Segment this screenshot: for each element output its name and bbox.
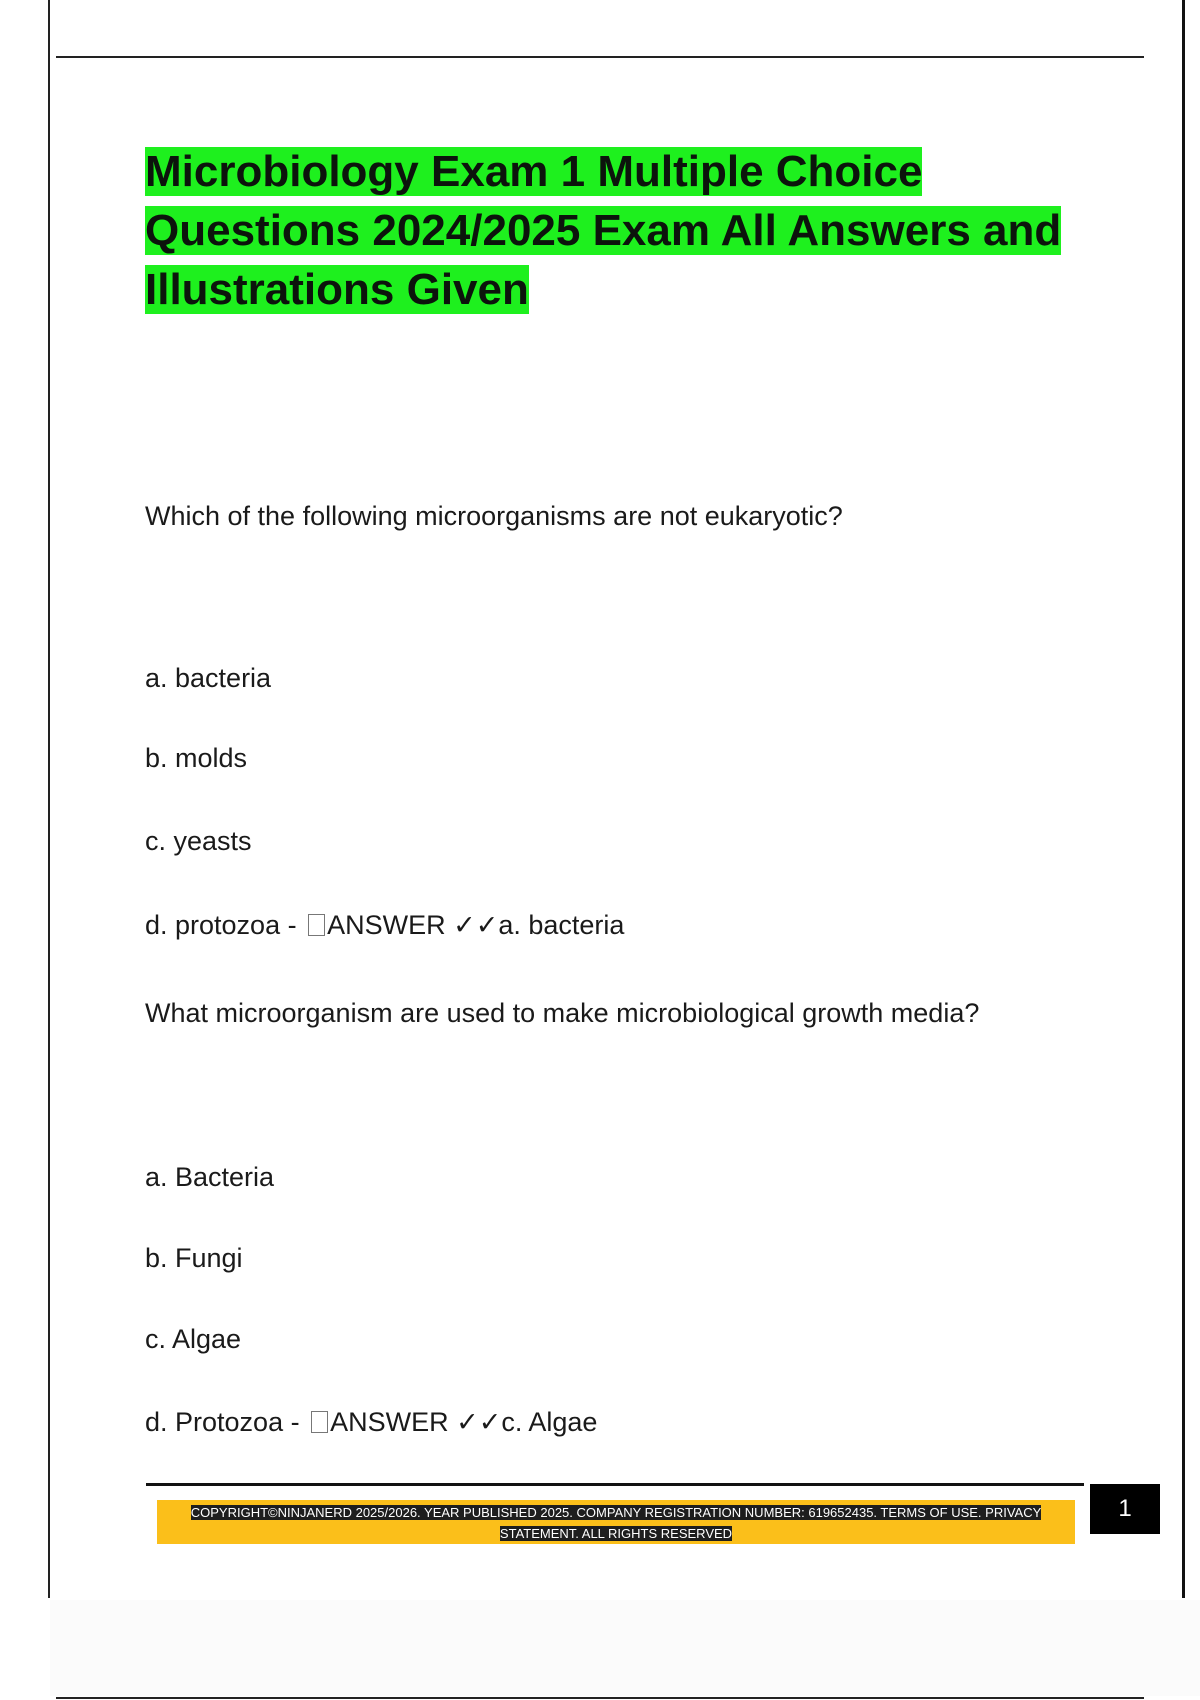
document-title [145, 142, 1085, 319]
footer-copyright [170, 1502, 1062, 1544]
question-1-option-c: c. yeasts [145, 826, 252, 856]
page-border-right [1182, 0, 1185, 1598]
question-2-option-d: d. Protozoa - [145, 1407, 308, 1437]
question-1-option-d: d. protozoa - [145, 910, 305, 940]
question-1-text: Which of the following microorganisms are not eukaryotic? [145, 501, 843, 531]
document-title-text: Microbiology Exam 1 Multiple Choice Questions 2024/2025 Exam All Answers and Illustrations Given [145, 147, 1062, 314]
question-1-option-d-line [145, 909, 624, 941]
question-1-option-b: b. molds [145, 743, 248, 773]
question-2-option-d-line [145, 1406, 597, 1438]
question-1-answer: a. bacteria [498, 910, 625, 940]
page-border-left [48, 0, 50, 1598]
question-1-answer-label: ANSWER ✓✓ [327, 910, 499, 940]
bottom-rule [56, 1697, 1144, 1699]
question-2-option-c: c. Algae [145, 1324, 242, 1354]
missing-glyph-box-icon [308, 914, 325, 936]
missing-glyph-box-icon [311, 1411, 328, 1433]
page-number: 1 [1090, 1484, 1160, 1534]
question-2-answer: c. Algae [501, 1407, 598, 1437]
footer-copyright-line2: STATEMENT. ALL RIGHTS RESERVED [499, 1526, 733, 1541]
question-2-option-a: a. Bacteria [145, 1162, 275, 1192]
footer-rule [146, 1483, 1084, 1486]
footer-copyright-line1: COPYRIGHT©NINJANERD 2025/2026. YEAR PUBLISHED 2025. COMPANY REGISTRATION NUMBER: 619652435. TERMS OF USE. PRIVACY [190, 1505, 1042, 1520]
question-1-option-a: a. bacteria [145, 663, 272, 693]
question-2-text: What microorganism are used to make microbiological growth media? [145, 998, 980, 1028]
question-2-answer-label: ANSWER ✓✓ [330, 1407, 502, 1437]
question-2-option-b: b. Fungi [145, 1243, 243, 1273]
top-rule [56, 56, 1144, 58]
page-gap-shade [50, 1600, 1200, 1696]
